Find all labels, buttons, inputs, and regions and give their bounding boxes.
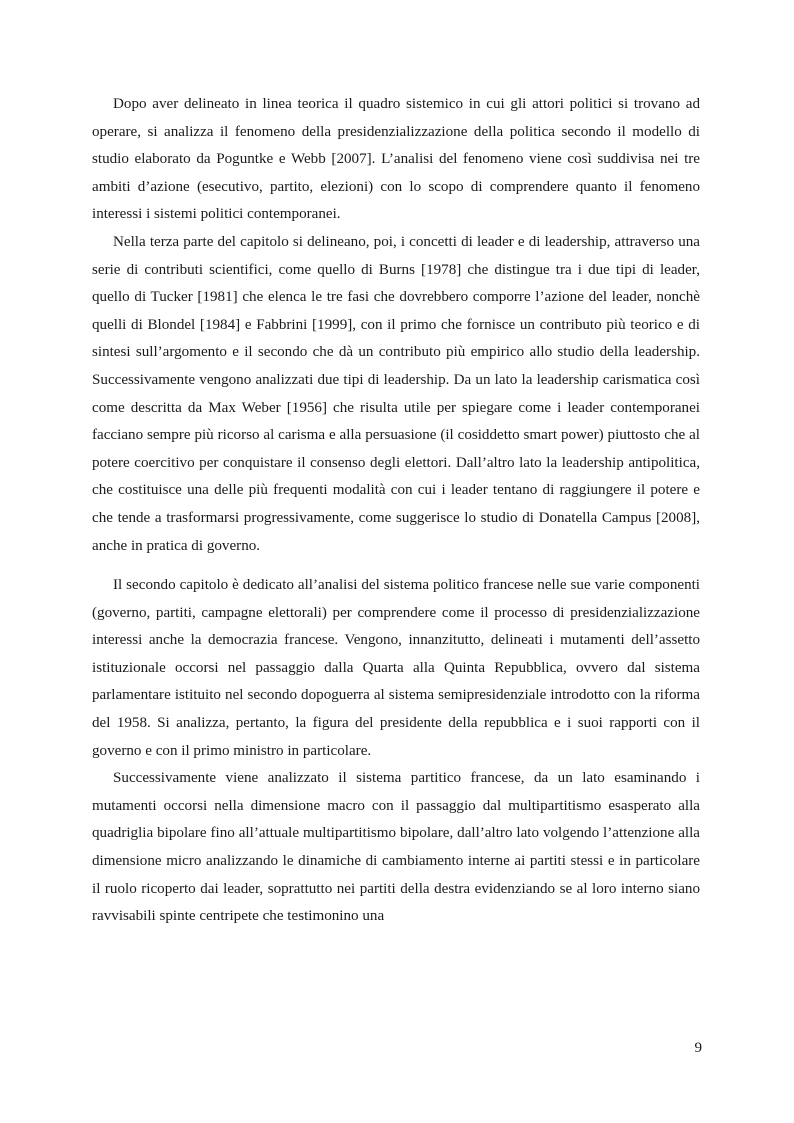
paragraph: Il secondo capitolo è dedicato all’analisi del sistema politico francese nelle sue varie componenti (governo, partiti, campagne elettorali) per comprendere come il processo di presidenzializzazione interessi anche la democrazia francese. Vengono, innanzitutto, delineati i mutamenti dell’assetto istituzionale occorsi nel passaggio dalla Quarta alla Quinta Repubblica, ovvero dal sistema parlamentare istituito nel secondo dopoguerra al sistema semipresidenziale introdotto con la riforma del 1958. Si analizza, pertanto, la figura del presidente della repubblica e i suoi rapporti con il governo e con il primo ministro in particolare. [92,577,700,759]
document-body [92,91,700,931]
paragraph: Nella terza parte del capitolo si delineano, poi, i concetti di leader e di leadership, attraverso una serie di contributi scientifici, come quello di Burns [1978] che distingue tra i due tipi di leader, quello di Tucker [1981] che elenca le tre fasi che dovrebbero comporre l’azione del leader, nonchè quelli di Blondel [1984] e Fabbrini [1999], con il primo che fornisce un contributo più teorico e di sintesi sull’argomento e il secondo che dà un contributo più empirico allo studio della leadership. Successivamente vengono analizzati due tipi di leadership. Da un lato la leadership carismatica così come descritta da Max Weber [1956] che risulta utile per spiegare come i leader contemporanei facciano sempre più ricorso al carisma e alla persuasione (il cosiddetto smart power) piuttosto che al potere coercitivo per conquistare il consenso degli elettori. Dall’altro lato la leadership antipolitica, che costituisce una delle più frequenti modalità con cui i leader tentano di raggiungere il potere e che tende a trasformarsi progressivamente, come suggerisce lo studio di Donatella Campus [2008], anche in pratica di governo. [92,233,700,554]
paragraph: Successivamente viene analizzato il sistema partitico francese, da un lato esaminando i mutamenti occorsi nella dimensione macro con il passaggio dal multipartitismo esasperato alla quadriglia bipolare fino all’attuale multipartitismo bipolare, dall’altro lato volgendo l’attenzione alla dimensione micro analizzando le dinamiche di cambiamento interne ai partiti stessi e in particolare il ruolo ricoperto dai leader, soprattutto nei partiti della destra evidenziando se al loro interno siano ravvisabili spinte centripete che testimonino una [92,770,700,925]
page-number: 9 [694,1040,702,1056]
paragraph: Dopo aver delineato in linea teorica il quadro sistemico in cui gli attori politici si trovano ad operare, si analizza il fenomeno della presidenzializzazione della politica secondo il modello di studio elaborato da Poguntke e Webb [2007]. L’analisi del fenomeno viene così suddivisa nei tre ambiti d’azione (esecutivo, partito, elezioni) con lo scopo di comprendere quanto il fenomeno interessi i sistemi politici contemporanei. [92,96,700,223]
